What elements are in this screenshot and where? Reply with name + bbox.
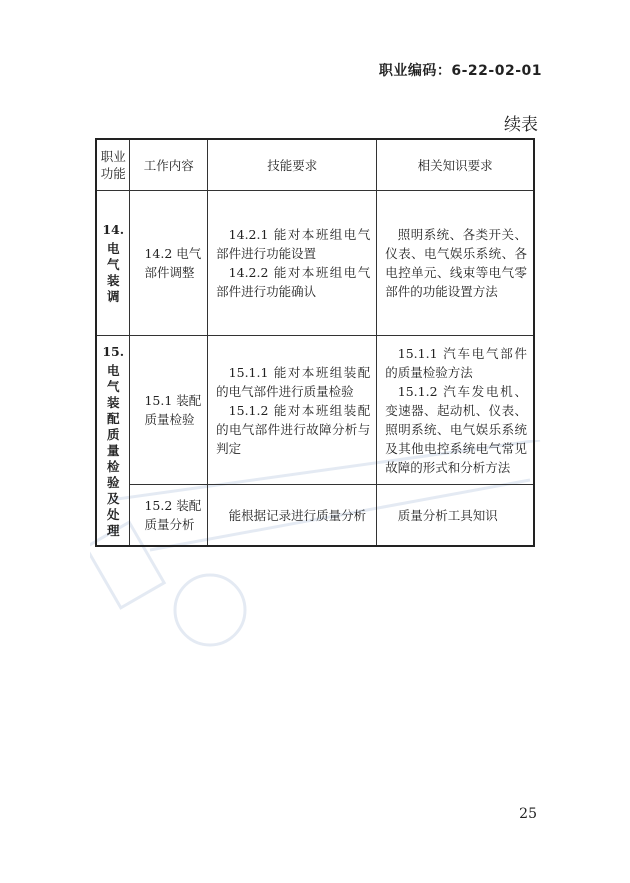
occupation-code: 职业编码：6-22-02-01 (378, 63, 542, 79)
knowledge-item: 15.1.1 汽车电气部件的质量检验方法 (385, 345, 527, 380)
function-cell (96, 191, 130, 336)
table-row (96, 191, 534, 336)
function-name: 电气装调 (106, 241, 120, 304)
page-number: 25 (519, 806, 537, 822)
work-content-text: 15.2 装配质量分析 (144, 498, 202, 532)
knowledge-item: 照明系统、各类开关、仪表、电气娱乐系统、各电控单元、线束等电气零部件的功能设置方法 (385, 227, 527, 299)
skills-table (95, 138, 535, 547)
skill-item: 能根据记录进行质量分析 (228, 507, 367, 523)
skill-item: 14.2.2 能对本班组电气部件进行功能确认 (216, 265, 371, 299)
header-cell-function: 职业功能 (96, 139, 130, 191)
work-content-text: 14.2 电气部件调整 (144, 246, 202, 280)
header-cell-skill: 技能要求 (208, 139, 377, 191)
function-number: 15. (102, 343, 125, 359)
work-content-cell (130, 485, 208, 547)
skill-item: 15.1.2 能对本班组装配的电气部件进行故障分析与判定 (216, 402, 371, 456)
function-number: 14. (102, 222, 125, 237)
table-header-row (96, 139, 534, 191)
work-content-text: 15.1 装配质量检验 (144, 393, 202, 427)
work-content-cell (130, 191, 208, 336)
work-content-cell (130, 336, 208, 485)
skill-cell (208, 336, 377, 485)
knowledge-cell (377, 485, 534, 547)
continued-table-label: 续表 (504, 115, 538, 135)
header-cell-work: 工作内容 (130, 139, 208, 191)
knowledge-item: 质量分析工具知识 (397, 507, 498, 523)
table-row (96, 485, 534, 547)
skill-cell (208, 485, 377, 547)
skill-item: 15.1.1 能对本班组装配的电气部件进行质量检验 (216, 364, 371, 399)
knowledge-item: 15.1.2 汽车发电机、变速器、起动机、仪表、照明系统、电气娱乐系统及其他电控系统电气常见故障的形式和分析方法 (385, 383, 527, 475)
skill-item: 14.2.1 能对本班组电气部件进行功能设置 (216, 227, 371, 261)
skill-cell (208, 191, 377, 336)
table-row (96, 336, 534, 485)
knowledge-cell (377, 191, 534, 336)
function-name: 电气装配质量检验及处理 (106, 362, 120, 538)
function-cell (96, 336, 130, 547)
knowledge-cell (377, 336, 534, 485)
header-cell-knowledge: 相关知识要求 (377, 139, 534, 191)
